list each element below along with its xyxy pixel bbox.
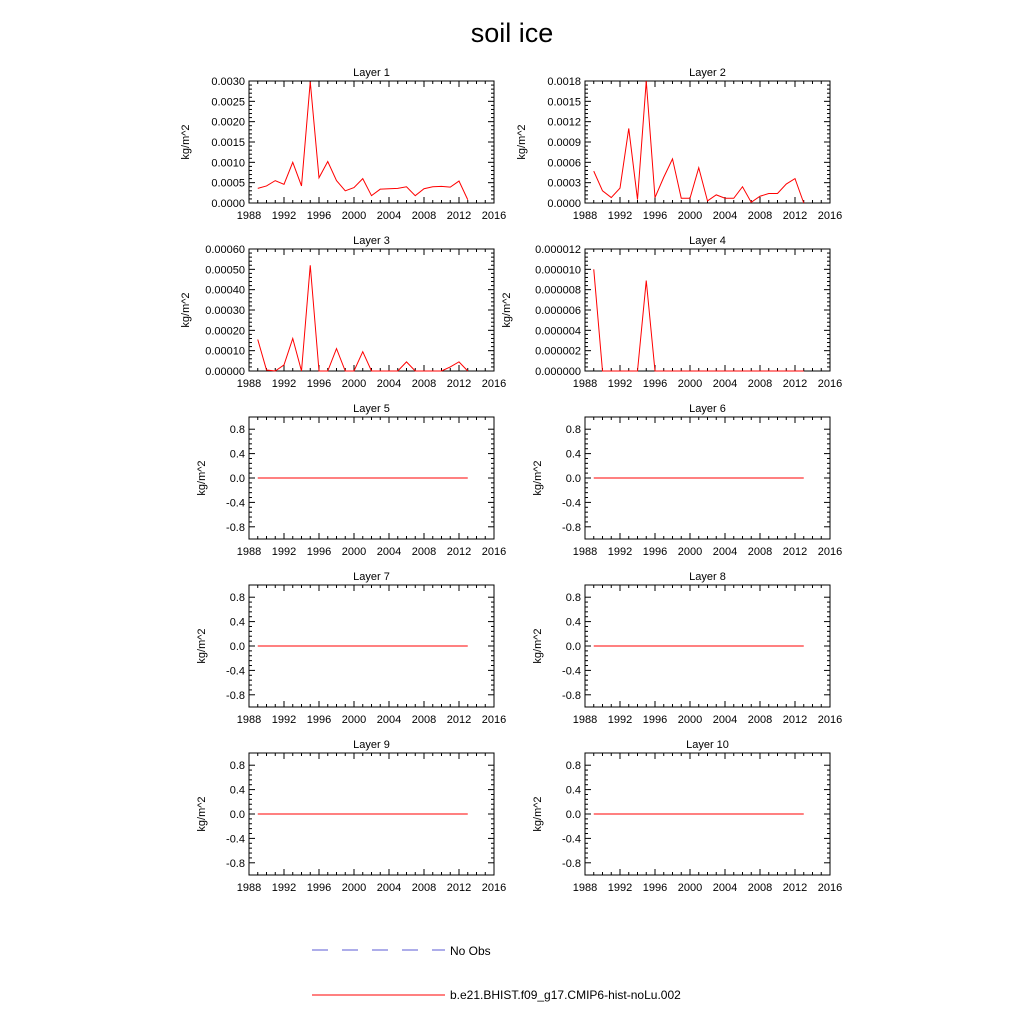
legend-model-label: b.e21.BHIST.f09_g17.CMIP6-hist-noLu.002 (450, 988, 681, 1002)
y-tick-label: -0.8 (226, 689, 245, 702)
panel-title: Layer 2 (689, 67, 726, 79)
y-tick-label: 0.0015 (547, 96, 581, 109)
x-tick-label: 2000 (341, 882, 367, 894)
x-tick-label: 2004 (376, 546, 402, 558)
x-tick-label: 2016 (481, 882, 507, 894)
y-axis-label: kg/m^2 (196, 628, 208, 664)
x-tick-label: 2016 (481, 546, 507, 558)
x-tick-label: 2004 (712, 378, 738, 390)
x-tick-label: 2016 (817, 378, 843, 390)
y-tick-label: 0.8 (565, 424, 581, 437)
panel-title: Layer 1 (353, 67, 390, 79)
x-tick-label: 1988 (572, 714, 598, 726)
y-tick-label: 0.0018 (547, 76, 581, 88)
y-tick-label: 0.0030 (211, 76, 245, 88)
x-tick-label: 2012 (782, 714, 808, 726)
x-tick-label: 2008 (747, 378, 773, 390)
x-tick-label: 2016 (481, 714, 507, 726)
x-tick-label: 1992 (271, 714, 297, 726)
x-tick-label: 1996 (306, 882, 332, 894)
y-tick-label: 0.0003 (547, 177, 581, 190)
x-tick-label: 1988 (572, 546, 598, 558)
x-tick-label: 2008 (411, 882, 437, 894)
x-tick-label: 1992 (607, 882, 633, 894)
x-tick-label: 1988 (236, 882, 262, 894)
x-tick-label: 2004 (712, 210, 738, 222)
x-tick-label: 2016 (817, 546, 843, 558)
y-tick-label: 0.0012 (547, 116, 581, 129)
x-tick-label: 1992 (607, 546, 633, 558)
y-tick-label: -0.8 (562, 857, 581, 870)
x-tick-label: 2008 (411, 378, 437, 390)
y-tick-label: 0.4 (229, 784, 245, 797)
x-tick-label: 2008 (411, 210, 437, 222)
y-tick-label: -0.4 (226, 833, 245, 846)
y-tick-label: 0.4 (565, 616, 581, 629)
y-tick-label: 0.000012 (535, 244, 581, 256)
y-tick-label: 0.000000 (535, 366, 581, 378)
y-tick-label: -0.8 (226, 521, 245, 534)
x-tick-label: 1988 (236, 546, 262, 558)
x-tick-label: 2016 (817, 714, 843, 726)
y-tick-label: 0.0 (229, 809, 245, 821)
x-tick-label: 2012 (446, 378, 472, 390)
x-tick-label: 2008 (747, 882, 773, 894)
x-tick-label: 2012 (782, 210, 808, 222)
y-tick-label: 0.0020 (211, 116, 245, 129)
x-tick-label: 1988 (572, 882, 598, 894)
x-tick-label: 2016 (817, 210, 843, 222)
x-tick-label: 1996 (642, 714, 668, 726)
y-tick-label: 0.4 (565, 448, 581, 461)
x-tick-label: 2012 (446, 546, 472, 558)
y-tick-label: 0.0000 (547, 198, 581, 210)
x-tick-label: 2016 (817, 882, 843, 894)
panel-title: Layer 9 (353, 739, 390, 751)
x-tick-label: 2000 (341, 714, 367, 726)
y-tick-label: 0.0015 (211, 137, 245, 149)
x-tick-label: 1996 (306, 546, 332, 558)
x-tick-label: 1996 (642, 546, 668, 558)
y-tick-label: 0.00020 (205, 325, 245, 338)
panel-title: Layer 8 (689, 571, 726, 583)
x-tick-label: 2012 (782, 546, 808, 558)
x-tick-label: 2004 (712, 546, 738, 558)
y-tick-label: 0.8 (229, 760, 245, 773)
y-tick-label: -0.8 (226, 857, 245, 870)
y-tick-label: 0.0010 (211, 157, 245, 170)
y-axis-label: kg/m^2 (532, 628, 544, 664)
x-tick-label: 2008 (747, 546, 773, 558)
y-tick-label: -0.8 (562, 521, 581, 534)
panel-title: Layer 4 (689, 235, 726, 247)
y-tick-label: 0.00040 (205, 284, 245, 297)
x-tick-label: 2004 (712, 882, 738, 894)
x-tick-label: 1996 (306, 714, 332, 726)
x-tick-label: 2000 (677, 714, 703, 726)
y-axis-label: kg/m^2 (501, 292, 513, 328)
x-tick-label: 1992 (607, 714, 633, 726)
y-axis-label: kg/m^2 (196, 796, 208, 832)
y-axis-label: kg/m^2 (180, 292, 192, 328)
x-tick-label: 1988 (236, 378, 262, 390)
y-tick-label: 0.000006 (535, 305, 581, 317)
y-tick-label: 0.4 (229, 616, 245, 629)
y-tick-label: 0.00010 (205, 345, 245, 358)
x-tick-label: 1996 (642, 378, 668, 390)
y-tick-label: 0.0000 (211, 198, 245, 210)
x-tick-label: 2008 (747, 714, 773, 726)
y-tick-label: 0.0 (229, 473, 245, 485)
y-tick-label: 0.8 (229, 592, 245, 605)
y-tick-label: -0.4 (562, 497, 581, 510)
x-tick-label: 1992 (271, 210, 297, 222)
x-tick-label: 2012 (446, 210, 472, 222)
x-tick-label: 2012 (446, 882, 472, 894)
y-tick-label: 0.000002 (535, 345, 581, 358)
y-tick-label: -0.8 (562, 689, 581, 702)
x-tick-label: 2000 (341, 210, 367, 222)
x-tick-label: 1992 (271, 546, 297, 558)
x-tick-label: 2004 (376, 714, 402, 726)
y-tick-label: -0.4 (562, 833, 581, 846)
y-tick-label: 0.4 (229, 448, 245, 461)
panel-title: Layer 5 (353, 403, 390, 415)
x-tick-label: 2004 (376, 378, 402, 390)
y-tick-label: 0.0006 (547, 157, 581, 170)
y-axis-label: kg/m^2 (532, 460, 544, 496)
x-tick-label: 1992 (271, 378, 297, 390)
y-tick-label: -0.4 (226, 497, 245, 510)
x-tick-label: 2000 (677, 210, 703, 222)
x-tick-label: 2004 (376, 210, 402, 222)
y-tick-label: -0.4 (226, 665, 245, 678)
x-tick-label: 2000 (341, 546, 367, 558)
y-tick-label: 0.00050 (205, 264, 245, 277)
panel-title: Layer 10 (686, 739, 729, 751)
y-axis-label: kg/m^2 (532, 796, 544, 832)
y-tick-label: 0.000008 (535, 284, 581, 297)
x-tick-label: 1996 (642, 210, 668, 222)
figure-title: soil ice (470, 18, 554, 48)
panel-title: Layer 7 (353, 571, 390, 583)
panel-title: Layer 6 (689, 403, 726, 415)
x-tick-label: 1988 (572, 210, 598, 222)
x-tick-label: 1988 (236, 210, 262, 222)
x-tick-label: 2004 (712, 714, 738, 726)
x-tick-label: 1996 (306, 378, 332, 390)
x-tick-label: 2000 (677, 882, 703, 894)
x-tick-label: 2008 (411, 546, 437, 558)
x-tick-label: 2016 (481, 378, 507, 390)
x-tick-label: 2012 (782, 378, 808, 390)
y-axis-label: kg/m^2 (180, 124, 192, 160)
y-tick-label: -0.4 (562, 665, 581, 678)
y-tick-label: 0.00030 (205, 305, 245, 317)
y-tick-label: 0.8 (229, 424, 245, 437)
x-tick-label: 2016 (481, 210, 507, 222)
x-tick-label: 1996 (306, 210, 332, 222)
x-tick-label: 2012 (782, 882, 808, 894)
x-tick-label: 1988 (572, 378, 598, 390)
y-axis-label: kg/m^2 (196, 460, 208, 496)
y-tick-label: 0.0 (565, 641, 581, 653)
x-tick-label: 2000 (341, 378, 367, 390)
y-tick-label: 0.8 (565, 592, 581, 605)
x-tick-label: 1992 (271, 882, 297, 894)
x-tick-label: 2004 (376, 882, 402, 894)
x-tick-label: 2000 (677, 546, 703, 558)
y-tick-label: 0.4 (565, 784, 581, 797)
y-tick-label: 0.0 (565, 809, 581, 821)
panel-title: Layer 3 (353, 235, 390, 247)
x-tick-label: 2008 (411, 714, 437, 726)
x-tick-label: 1988 (236, 714, 262, 726)
x-tick-label: 1992 (607, 210, 633, 222)
x-tick-label: 1992 (607, 378, 633, 390)
y-tick-label: 0.0 (565, 473, 581, 485)
y-tick-label: 0.000010 (535, 264, 581, 277)
x-tick-label: 1996 (642, 882, 668, 894)
y-tick-label: 0.000004 (535, 325, 581, 338)
legend-obs-label: No Obs (450, 944, 491, 958)
x-tick-label: 2000 (677, 378, 703, 390)
y-tick-label: 0.0005 (211, 177, 245, 190)
y-tick-label: 0.0 (229, 641, 245, 653)
y-tick-label: 0.00000 (205, 366, 245, 378)
x-tick-label: 2008 (747, 210, 773, 222)
y-tick-label: 0.00060 (205, 244, 245, 256)
y-axis-label: kg/m^2 (516, 124, 528, 160)
y-tick-label: 0.8 (565, 760, 581, 773)
x-tick-label: 2012 (446, 714, 472, 726)
y-tick-label: 0.0009 (547, 137, 581, 149)
y-tick-label: 0.0025 (211, 96, 245, 109)
